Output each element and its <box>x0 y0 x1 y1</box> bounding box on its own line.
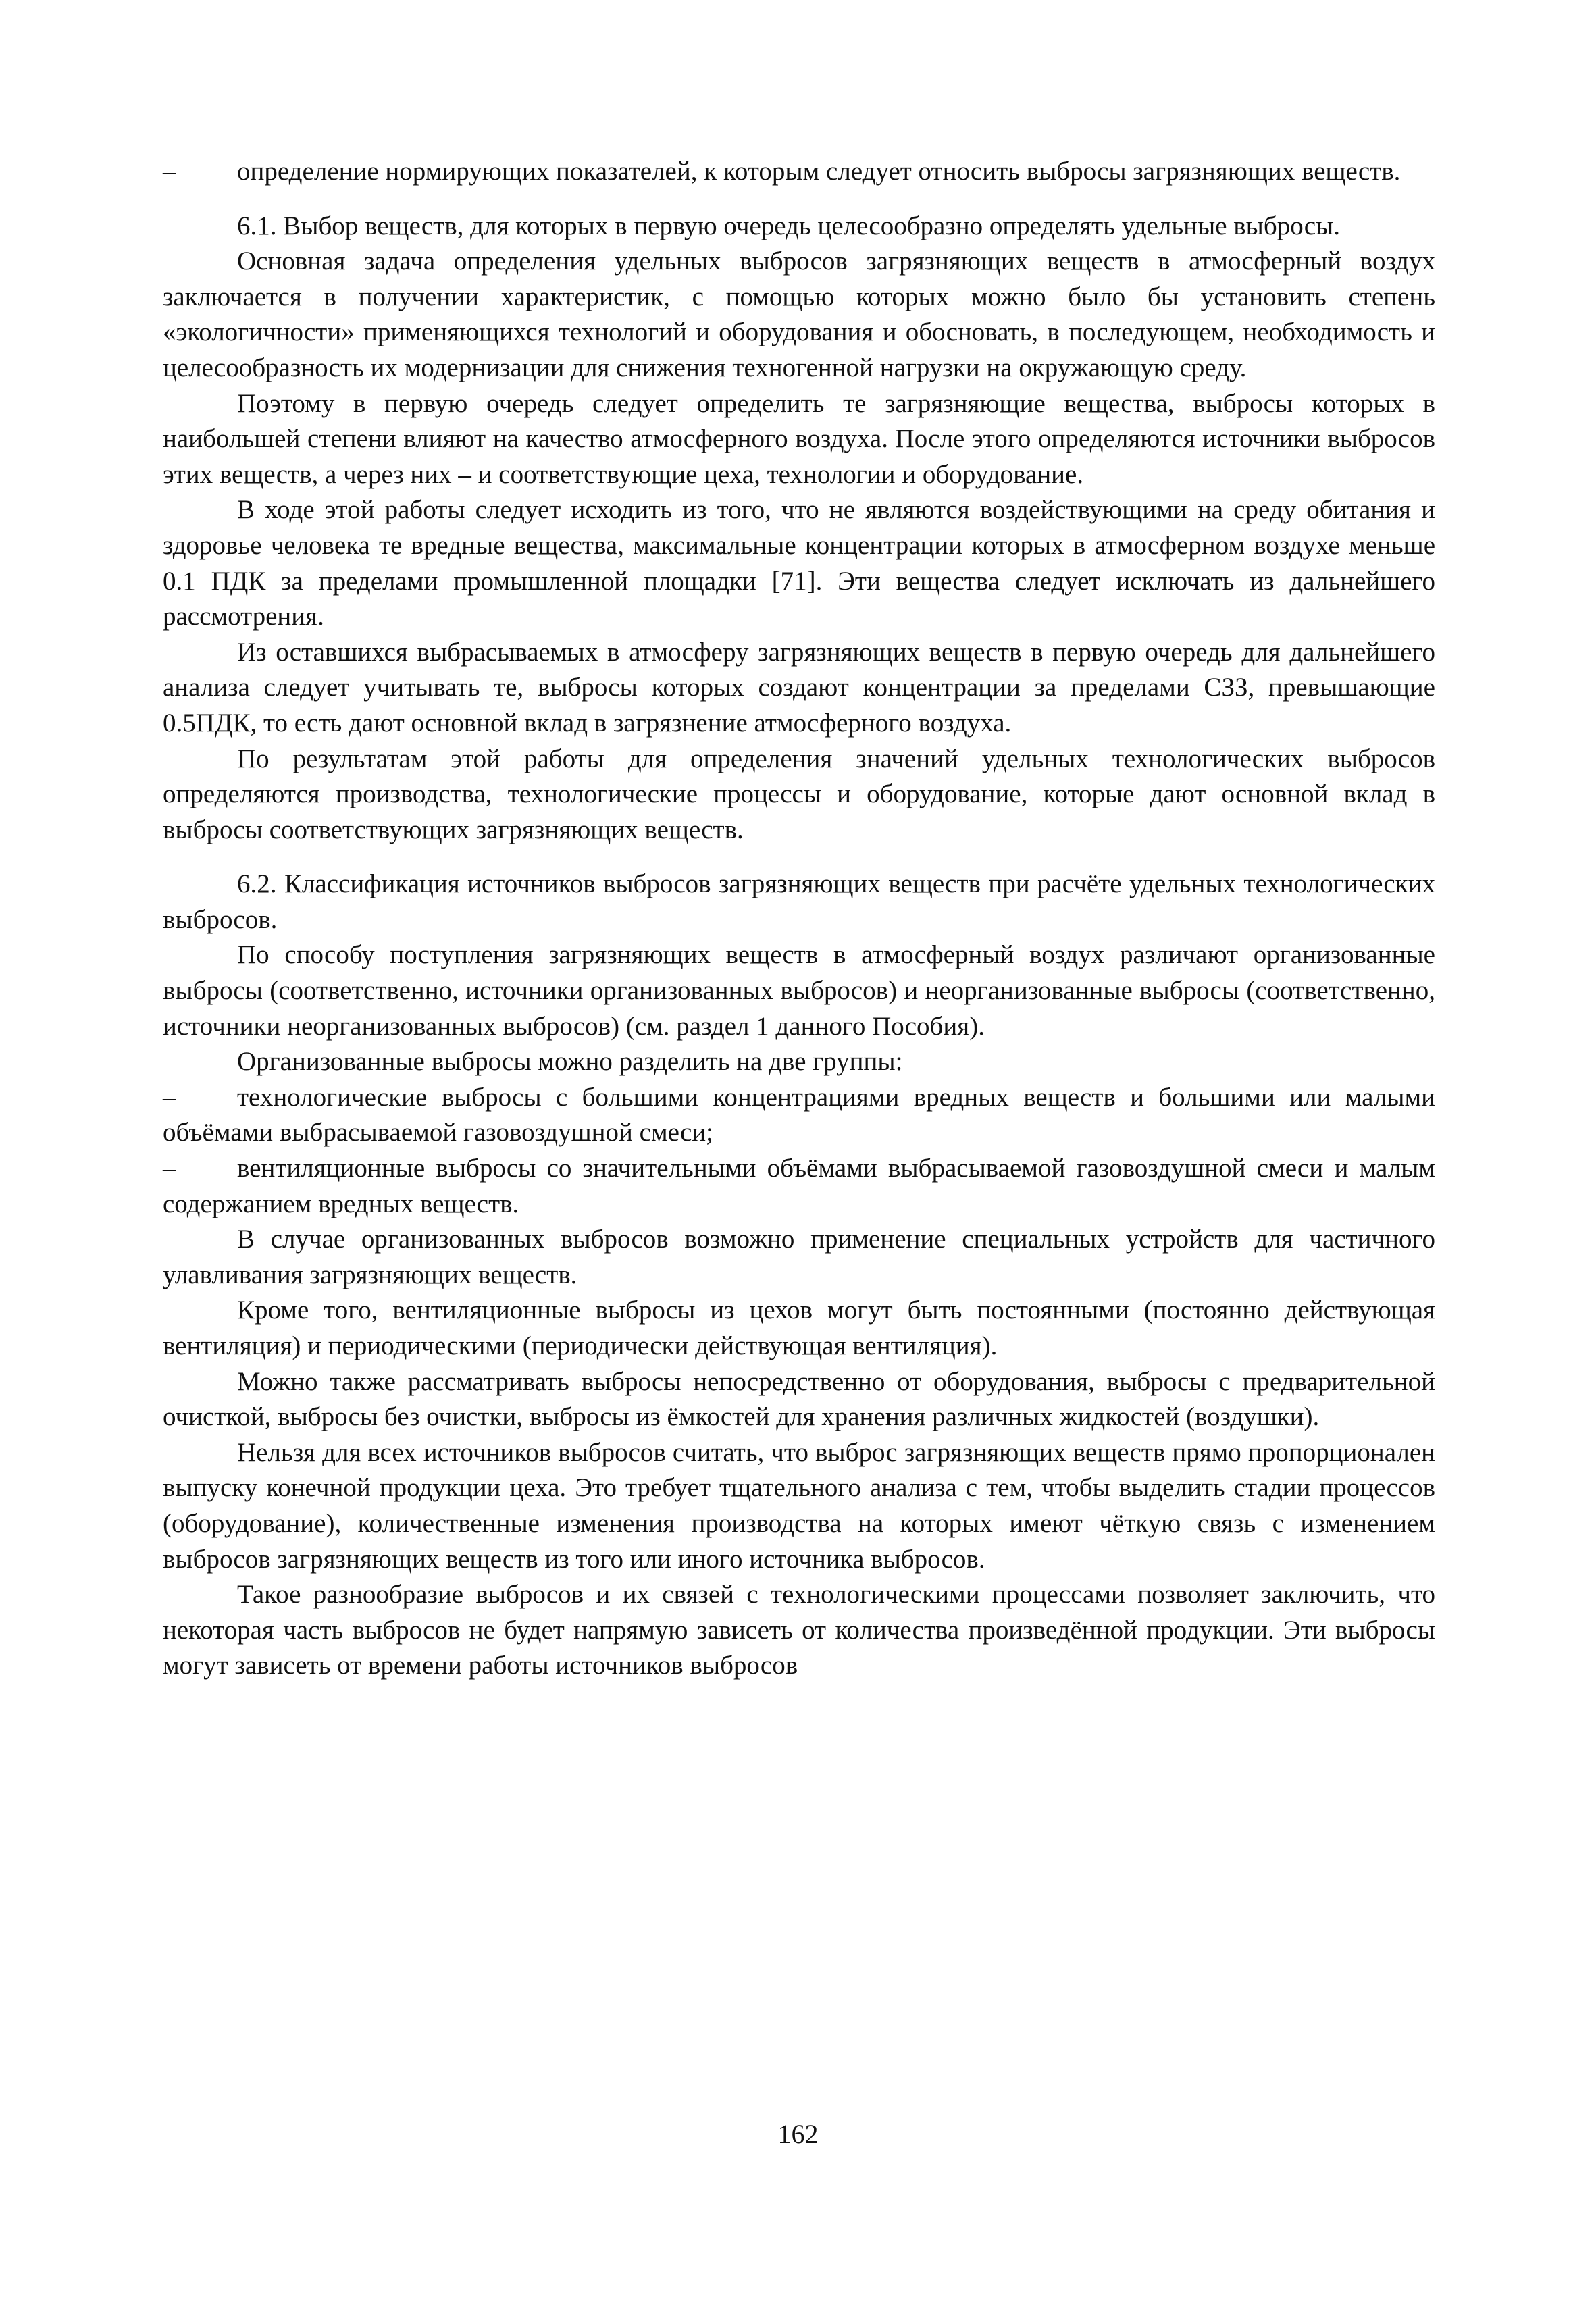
paragraph: Основная задача определения удельных выбросов загрязняющих веществ в атмосферный воздух заключается в получении характеристик, с помощью которых можно было бы установить степень «экологичности» применяющихся технологий и оборудования и обосновать, в последующем, необходимость и целесообразность их модернизации для снижения техногенной нагрузки на окружающую среду. <box>163 247 1435 382</box>
paragraph: Поэтому в первую очередь следует определить те загрязняющие вещества, выбросы которых в наибольшей степени влияют на качество атмосферного воздуха. После этого определяются источники выбросов этих веществ, а через них – и соответствующие цеха, технологии и оборудование. <box>163 388 1435 489</box>
dash-mark: – <box>163 157 176 186</box>
paragraph: Кроме того, вентиляционные выбросы из цехов могут быть постоянными (постоянно действующая вентиляция) и периодическими (периодически действующая вентиляция). <box>163 1295 1435 1360</box>
section-heading-6-2: 6.2. Классификация источников выбросов загрязняющих веществ при расчёте удельных технологических выбросов. <box>163 869 1435 934</box>
paragraph: Можно также рассматривать выбросы непосредственно от оборудования, выбросы с предварительной очисткой, выбросы без очистки, выбросы из ёмкостей для хранения различных жидкостей (воздушки). <box>163 1366 1435 1432</box>
section-heading-6-1: 6.1. Выбор веществ, для которых в первую очередь целесообразно определять удельные выбросы. <box>237 211 1340 240</box>
paragraph: Такое разнообразие выбросов и их связей с технологическими процессами позволяет заключить, что некоторая часть выбросов не будет напрямую зависеть от количества произведённой продукции. Эти выбросы могут зависеть от времени работы источников выбросов <box>163 1580 1435 1680</box>
paragraph: По результатам этой работы для определения значений удельных технологических выбросов определяются производства, технологические процессы и оборудование, которые дают основной вклад в выбросы соответствующих загрязняющих веществ. <box>163 744 1435 844</box>
paragraph: В случае организованных выбросов возможно применение специальных устройств для частичного улавливания загрязняющих веществ. <box>163 1225 1435 1289</box>
list-item-dash: – вентиляционные выбросы со значительными объёмами выбрасываемой газовоздушной смеси и малым содержанием вредных веществ. <box>163 1151 1435 1222</box>
paragraph: По способу поступления загрязняющих веществ в атмосферный воздух различают организованные выбросы (соответственно, источники организованных выбросов) и неорганизованные выбросы (соответственно, источники неорганизованных выбросов) (см. раздел 1 данного Пособия). <box>163 940 1435 1041</box>
document-page <box>163 154 1435 1684</box>
page-number: 162 <box>777 2119 819 2149</box>
dash-mark: – <box>163 1082 176 1112</box>
list-item-dash: – технологические выбросы с большими концентрациями вредных веществ и большими или малыми объёмами выбрасываемой газовоздушной смеси; <box>163 1080 1435 1151</box>
dash-mark: – <box>163 1154 176 1183</box>
paragraph: В ходе этой работы следует исходить из того, что не являются воздействующими на среду обитания и здоровье человека те вредные вещества, максимальные концентрации которых в атмосферном воздухе меньше 0.1 ПДК за пределами промышленной площадки [71]. Эти вещества следует исключать из дальнейшего рассмотрения. <box>163 495 1435 632</box>
paragraph: Организованные выбросы можно разделить на две группы: <box>237 1047 903 1077</box>
paragraph: Нельзя для всех источников выбросов считать, что выброс загрязняющих веществ прямо пропорционален выпуску конечной продукции цеха. Это требует тщательного анализа с тем, чтобы выделить стадии процессов (оборудование), количественные изменения производства на которых имеют чёткую связь с изменением выбросов загрязняющих веществ из того или иного источника выбросов. <box>163 1437 1435 1574</box>
paragraph-dash-1: – определение нормирующих показателей, к которым следует относить выбросы загрязняющих веществ. <box>163 154 1435 190</box>
paragraph: Из оставшихся выбрасываемых в атмосферу загрязняющих веществ в первую очередь для дальнейшего анализа следует учитывать те, выбросы которых создают концентрации за пределами СЗЗ, превышающие 0.5ПДК, то есть дают основной вклад в загрязнение атмосферного воздуха. <box>163 637 1435 738</box>
